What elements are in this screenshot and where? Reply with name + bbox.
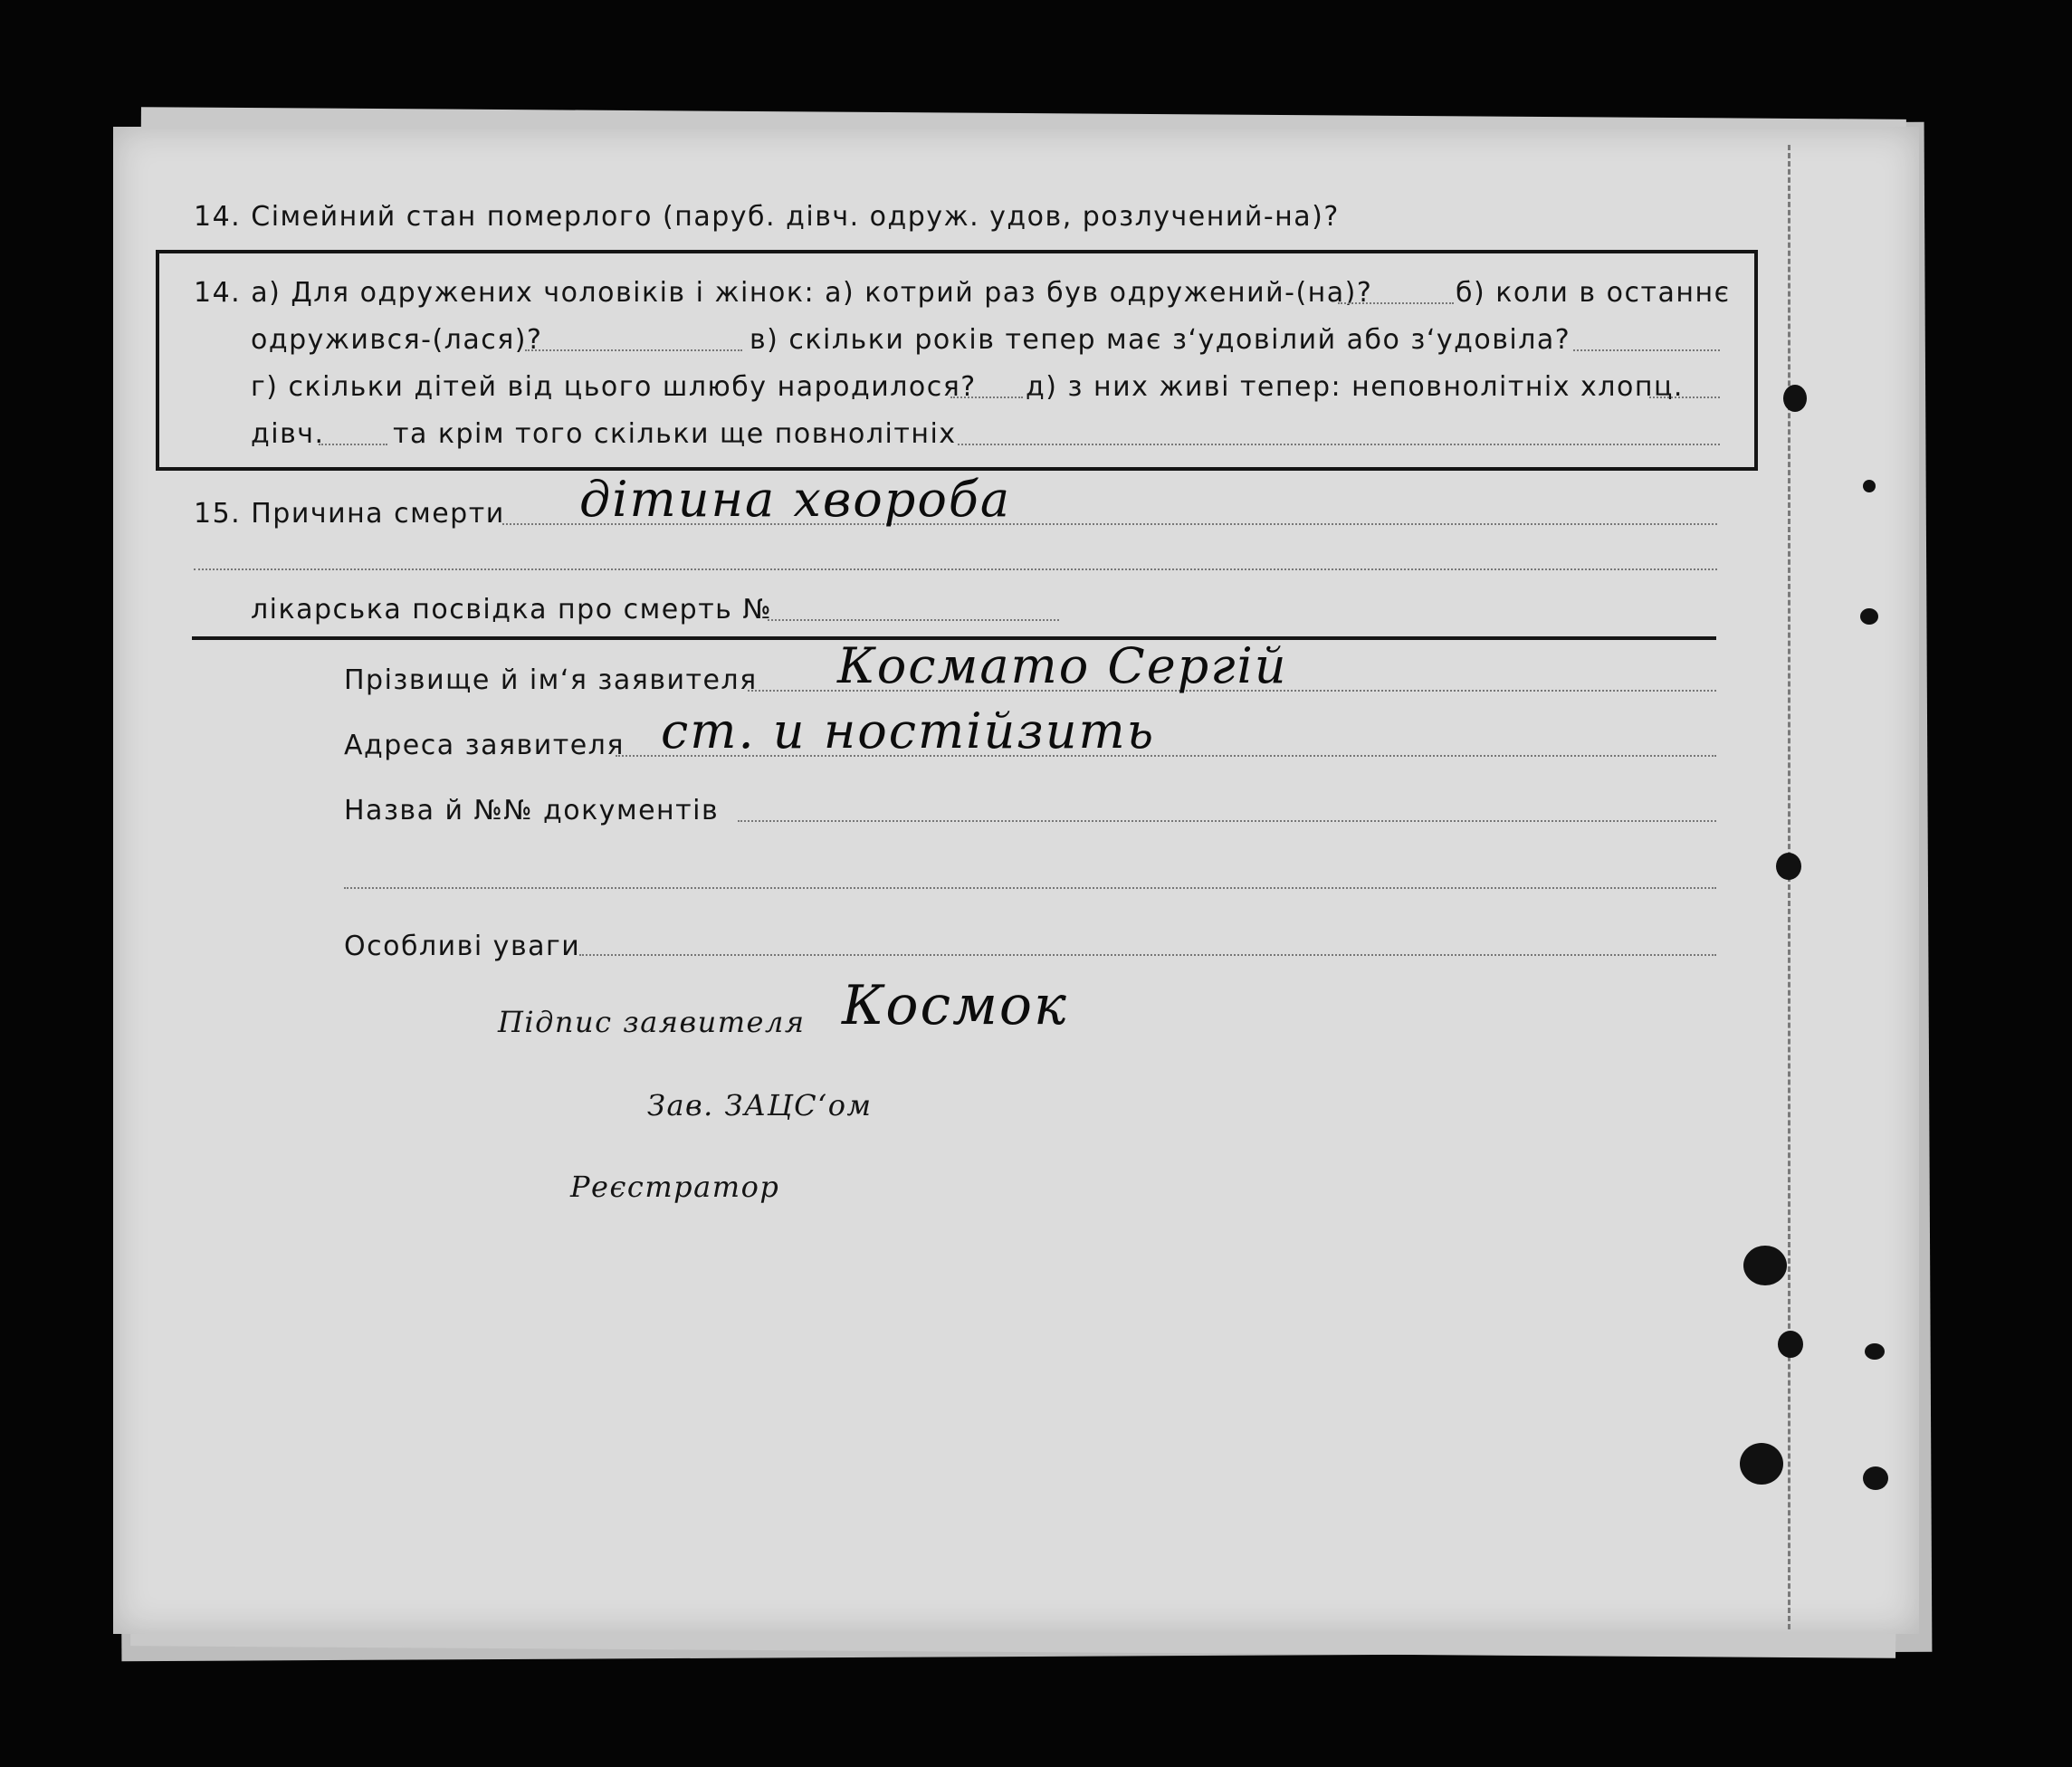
q14a-line1-label: 14. а) Для одружених чоловіків і жінок: а) котрий раз був одружений-(на)? [194,277,1373,309]
documents-field-line2[interactable] [344,887,1716,889]
applicant-name-handwriting: Космато Сергій [837,637,1288,694]
documents-label: Назва й №№ документів [344,795,720,826]
punch-hole [1743,1246,1787,1285]
perforation-line [1788,145,1790,1629]
applicant-address-label: Адреса заявителя [344,730,625,761]
punch-hole [1778,1331,1803,1358]
q14a-line3b-label: д) з них живі тепер: неповнолітніх хлопц. [1026,371,1684,403]
q14a-dotted-field[interactable] [1338,302,1454,304]
punch-hole [1783,385,1807,412]
q14a-dotted-field[interactable] [525,349,742,351]
special-notes-label: Особливі уваги [344,931,581,962]
documents-field[interactable] [738,820,1716,822]
cause-handwriting: дітина хвороба [579,471,1012,528]
medical-certificate-label: лікарська посвідка про смерть № [251,594,773,626]
q14a-line2b-label: в) скільки років тепер має з‘удовілий або з‘удовіла? [750,324,1571,356]
q14a-dotted-field[interactable] [1573,349,1720,351]
applicant-signature: Космок [842,974,1068,1037]
punch-hole [1863,1466,1888,1490]
punch-hole [1776,853,1801,880]
applicant-name-label: Прізвище й ім‘я заявителя [344,664,758,696]
applicant-address-handwriting: ст. и ностійзить [661,702,1156,759]
punch-hole [1860,608,1878,625]
q14a-line4b-label: та крім того скільки ще повнолітніх [393,418,957,450]
special-notes-field[interactable] [579,954,1716,956]
punch-hole [1740,1443,1783,1485]
q14a-line2-label: одружився-(лася)? [251,324,543,356]
cause-field-line2[interactable] [194,568,1717,570]
q14a-line1b-label: б) коли в останнє [1456,277,1731,309]
registrar-label: Реєстратор [570,1170,780,1204]
head-of-registry-label: Зав. ЗАЦС‘ом [647,1088,873,1122]
punch-hole [1865,1343,1885,1360]
q14-marital-label: 14. Сімейний стан померлого (паруб. дівч. одруж. удов, розлучений-на)? [194,201,1340,233]
signature-label: Підпис заявителя [498,1005,806,1039]
q14a-dotted-field[interactable] [319,444,387,445]
q14a-line4-label: дівч. [251,418,325,450]
q14a-dotted-field[interactable] [958,444,1720,445]
medical-certificate-field[interactable] [768,619,1059,621]
q15-cause-label: 15. Причина смерти [194,498,505,530]
q14a-dotted-field[interactable] [950,396,1023,398]
q14a-dotted-field[interactable] [1649,396,1720,398]
punch-hole [1863,480,1876,492]
q14a-line3-label: г) скільки дітей від цього шлюбу народилося? [251,371,977,403]
